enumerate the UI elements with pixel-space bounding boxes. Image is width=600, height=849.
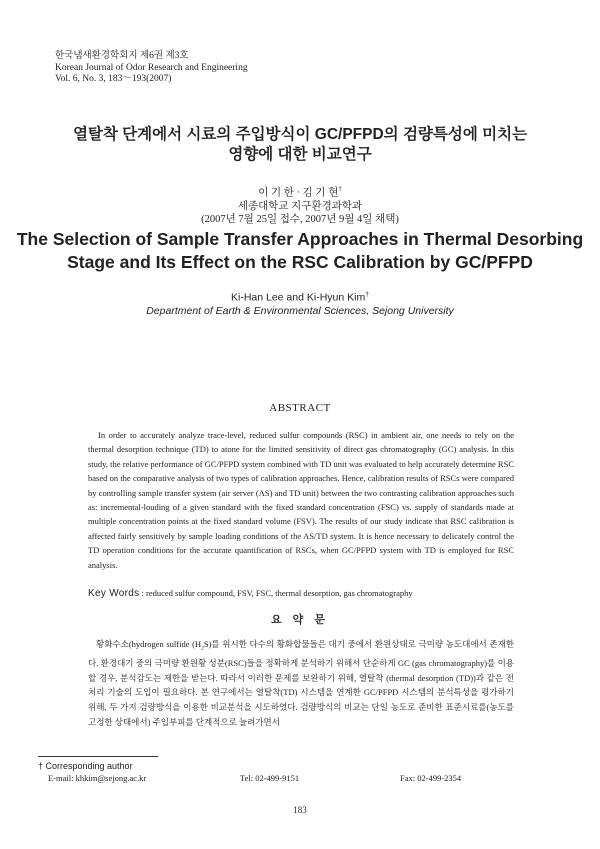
korean-authors-block [0, 183, 600, 226]
korean-title [0, 125, 600, 165]
korean-abstract-text: 황화수소(hydrogen sulfide $(H_2S)$를 위시한 다수의 황화합물들은 대기 중에서 환원상태로 극미량 농도대에서 존재한다. 환경대기 중의 극미량 환원황 성분(RSC)들을 정확하게 분석하기 위해서 단순하게 GC (gas chromatography)를 이용할 경우, 분석감도는 제한을 받는다. 따라서 이러한 문제를 보완하기 위해, 열탈착 (thermal desorption (TD))과 같은 전처리 기술의 도입이 필요하다. 본 연구에서는 열탈착(TD) 시스템을 연계한 GC/PFPD 시스템의 분석특성을 평가하기 위해, 두 가지 검량방식을 이용한 비교분석을 시도하였다. 검량방식의 비교는 단일 농도로 준비한 표준시료를(농도를 고정한 상태에서) 주입부피를 단계적으로 늘려가면서 [88, 639, 514, 727]
english-title-line-2: Stage and Its Effect on the RSC Calibration by GC/PFPD [67, 252, 533, 272]
keywords-label: Key Words [88, 588, 140, 599]
korean-author-names: 이 기 한 · 김 기 현† [258, 186, 342, 199]
english-department: Department of Earth & Environmental Sciences, Sejong University [146, 304, 454, 317]
journal-volume: Vol. 6, No. 3, 183～193(2007) [55, 74, 172, 84]
abstract-heading: ABSTRACT [269, 402, 331, 414]
journal-name-english: Korean Journal of Odor Research and Engineering [55, 62, 248, 73]
corresponding-author-note: † Corresponding author [38, 761, 133, 771]
received-dates: (2007년 7월 25일 접수, 2007년 9월 4일 채택) [201, 213, 399, 225]
english-author-names: Ki-Han Lee and Ki-Hyun Kim† [230, 291, 370, 304]
keywords-line [88, 587, 528, 600]
english-title-line-1: The Selection of Sample Transfer Approaches in Thermal Desorbing [16, 229, 584, 249]
korean-title-line-2: 영향에 대한 비교연구 [228, 146, 372, 163]
keywords-text: : reduced sulfur compound, FSV, FSC, thermal desorption, gas chromatography [139, 588, 413, 598]
footnote-divider [38, 756, 158, 757]
english-authors-block [0, 288, 600, 318]
abstract-text: In order to accurately analyze trace-level, reduced sulfur compounds (RSC) in ambient air, one needs to rely on the thermal desorption technique (TD) to atone for the limited sensitivity of direct gas chromatography (GC) analysis. In this study, the relative performance of GC/PFPD system combined with TD unit was evaluated to help accurately determine RSC based on the comparative analysis of two types of calibration approaches. Hence, calibration results of RSCs were compared by controlling sample transfer system (air server (AS) and TD unit) between the two contrasting calibration approaches such as: incremental-louding of a given standard with the fixed standard concentration (FSC) vs. supply of standards made at multiple concentration points at the fixed standard volume (FSV). The results of our study indicate that RSC calibration is affected fairly sensitively by sample loading conditions of the AS/TD system. It is hence necessary to delicately control the TD operation conditions for the accurate quantification of RSCs, when GC/PFPD system with TD is employed for RSC analysis. [88, 430, 514, 570]
english-title [0, 228, 600, 274]
korean-title-line-1: 열탈착 단계에서 시료의 주입방식이 GC/PFPD의 검량특성에 미치는 [72, 126, 528, 143]
journal-name-korean: 한국냄새환경학회지 제6권 제3호 [55, 51, 189, 61]
korean-abstract-heading: 요 약 문 [271, 614, 329, 626]
page-number: 183 [293, 805, 307, 815]
korean-affiliation: 세종대학교 지구환경과학과 [237, 200, 363, 212]
telephone-number: Tel: 02-499-9151 [240, 773, 300, 783]
dagger-mark-english: † [365, 291, 370, 298]
journal-header [55, 51, 248, 86]
fax-number: Fax: 02-499-2354 [400, 773, 462, 783]
dagger-mark: † [338, 186, 342, 193]
email-address: E-mail: khkim@sejong.ac.kr [48, 773, 147, 783]
